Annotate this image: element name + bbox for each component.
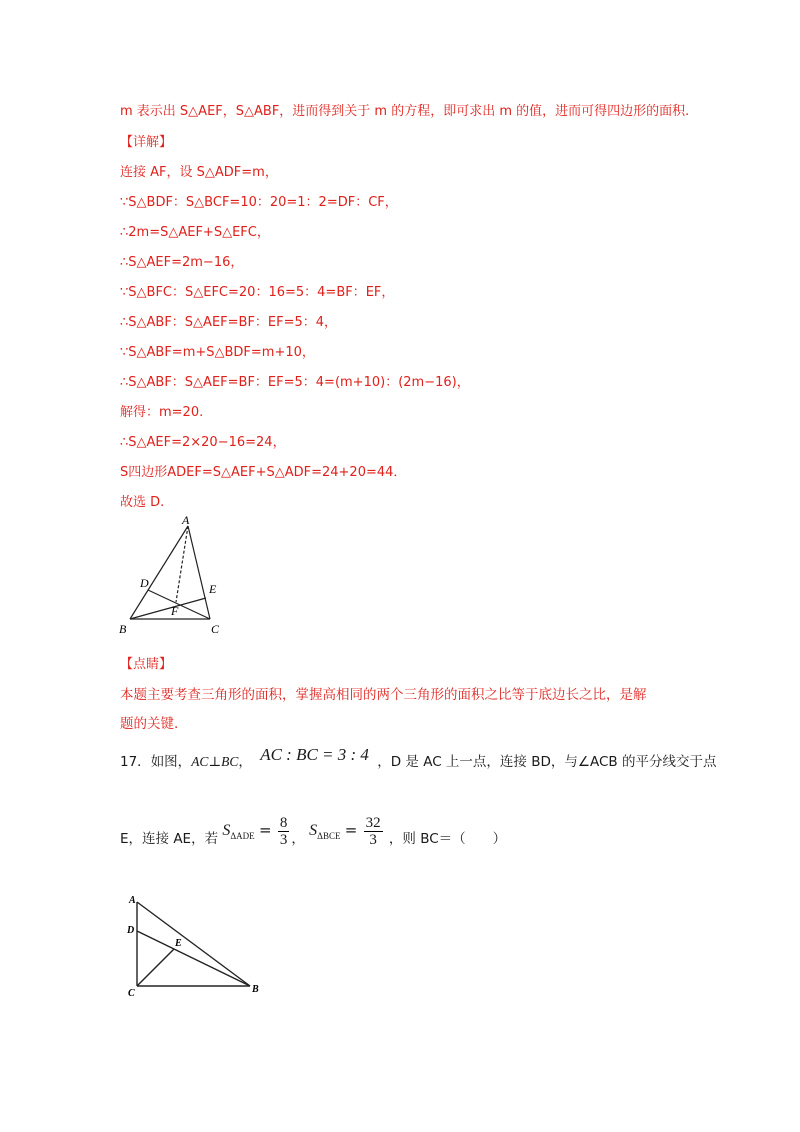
equals-sign: = bbox=[258, 821, 272, 839]
section-header-detail: 【详解】 bbox=[120, 135, 173, 150]
triangle-figure-2 bbox=[120, 890, 270, 1000]
ratio-expression: AC : BC = 3 : 4 bbox=[260, 745, 369, 764]
label-C: C bbox=[128, 988, 135, 999]
fraction-8-3: $\frac{8}{3}$ bbox=[279, 814, 288, 848]
question-text: ，则 BC＝（ ） bbox=[388, 831, 507, 847]
question-text: 如图， bbox=[150, 754, 192, 770]
solution-line: 故选 D. bbox=[120, 495, 165, 510]
label-E: E bbox=[209, 582, 217, 596]
question-number: 17． bbox=[120, 754, 151, 770]
fraction-32-3: $\frac{32}{3}$ bbox=[365, 814, 381, 848]
triangle-figure-1 bbox=[110, 512, 240, 637]
solution-line: ∴S△AEF=2×20−16=24， bbox=[120, 435, 286, 450]
punctuation: ， bbox=[291, 831, 305, 847]
punctuation: ， bbox=[238, 754, 252, 770]
label-B: B bbox=[119, 622, 127, 636]
equals-sign: = bbox=[344, 821, 358, 839]
solution-line: ∵S△BDF：S△BCF=10：20=1：2=DF：CF， bbox=[120, 195, 398, 210]
section-header-comment: 【点睛】 bbox=[120, 657, 173, 672]
question-text: ，D 是 AC 上一点，连接 BD，与∠ACB 的平分线交于点 bbox=[377, 754, 717, 770]
question-17-line-1 bbox=[120, 745, 717, 771]
solution-line: ∴S△ABF：S△AEF=BF：EF=5：4=(m+10)：(2m−16)， bbox=[120, 375, 470, 390]
label-F: F bbox=[171, 604, 179, 618]
comment-line: 本题主要考查三角形的面积，掌握高相同的两个三角形的面积之比等于底边长之比，是解 bbox=[120, 687, 647, 703]
solution-line: 解得：m=20. bbox=[120, 405, 204, 420]
question-17-line-2 bbox=[120, 814, 507, 858]
area-ade-symbol: $S_{\Delta ADE}$ bbox=[222, 822, 255, 842]
label-B: B bbox=[252, 984, 259, 995]
question-text: E，连接 AE，若 bbox=[120, 831, 219, 847]
solution-line: m 表示出 S△AEF，S△ABF，进而得到关于 m 的方程，即可求出 m 的值，进而可得四边形的面积. bbox=[120, 104, 690, 119]
label-D: D bbox=[127, 925, 135, 936]
perp-expression: AC⊥BC bbox=[191, 754, 239, 769]
label-D: D bbox=[140, 576, 149, 590]
solution-line: ∴S△AEF=2m−16， bbox=[120, 255, 244, 270]
label-E: E bbox=[175, 938, 182, 949]
solution-line: ∵S△ABF=m+S△BDF=m+10， bbox=[120, 345, 315, 360]
solution-line: S四边形ADEF=S△AEF+S△ADF=24+20=44． bbox=[120, 465, 407, 480]
label-A: A bbox=[129, 895, 136, 906]
comment-line: 题的关键. bbox=[120, 716, 179, 732]
solution-line: 连接 AF，设 S△ADF=m， bbox=[120, 165, 278, 180]
label-A: A bbox=[182, 513, 190, 527]
area-bce-symbol: $S_{\Delta BCE}$ bbox=[309, 822, 341, 842]
solution-line: ∴S△ABF：S△AEF=BF：EF=5：4， bbox=[120, 315, 338, 330]
solution-line: ∴2m=S△AEF+S△EFC， bbox=[120, 225, 270, 240]
label-C: C bbox=[211, 622, 220, 636]
solution-line: ∵S△BFC：S△EFC=20：16=5：4=BF：EF， bbox=[120, 285, 395, 300]
